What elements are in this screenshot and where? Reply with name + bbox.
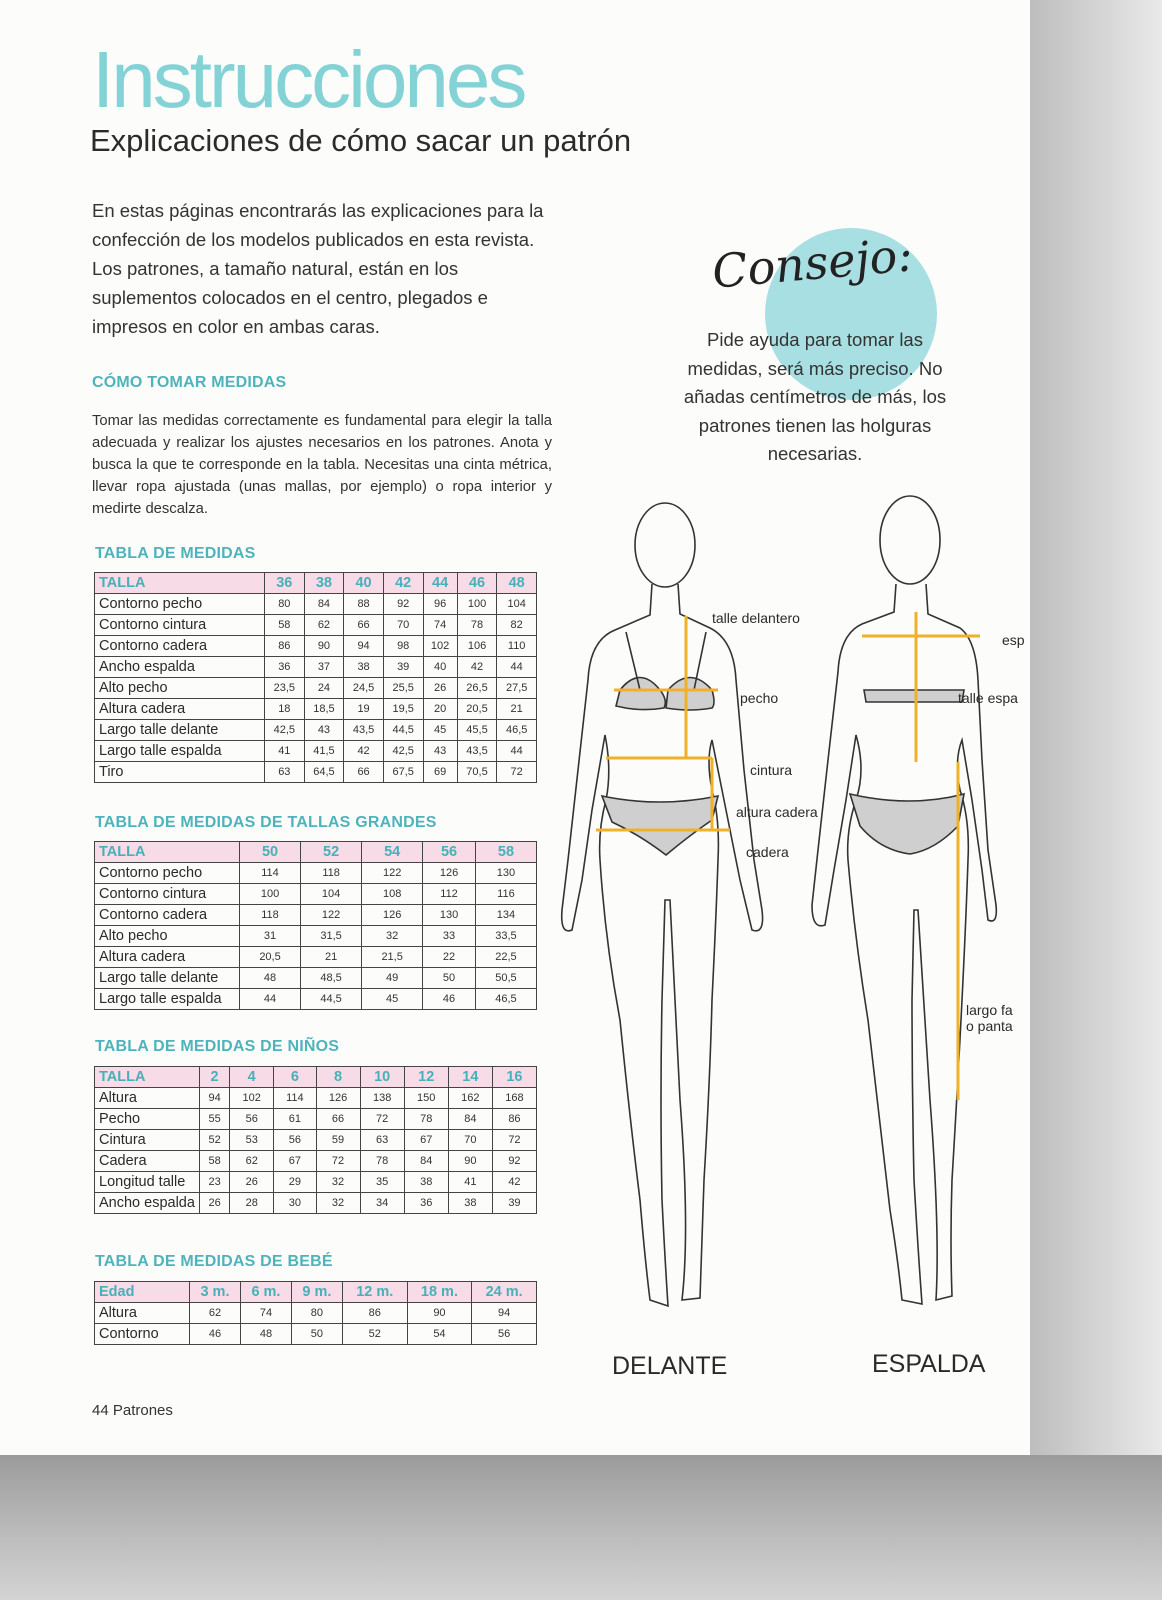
column-header-cell: 8 [316, 1067, 360, 1088]
value-cell: 130 [423, 905, 476, 926]
table-heading: TABLA DE MEDIDAS [95, 545, 256, 562]
page-footer [92, 1402, 173, 1419]
value-cell: 86 [492, 1109, 536, 1130]
value-cell: 43 [423, 741, 457, 762]
table-heading: TABLA DE MEDIDAS DE NIÑOS [95, 1038, 340, 1055]
value-cell: 18 [265, 699, 305, 720]
value-cell: 35 [360, 1172, 404, 1193]
value-cell: 42 [457, 657, 497, 678]
value-cell: 118 [301, 863, 362, 884]
value-cell: 21,5 [362, 947, 423, 968]
value-cell: 64,5 [304, 762, 344, 783]
row-label-cell: Contorno pecho [95, 594, 265, 615]
page-number: 44 [92, 1402, 109, 1419]
column-header-cell: 18 m. [407, 1282, 472, 1303]
table-row [95, 636, 537, 657]
footer-section: Patrones [112, 1402, 173, 1419]
row-label-cell: Altura cadera [95, 947, 240, 968]
value-cell: 100 [457, 594, 497, 615]
back-head [880, 496, 940, 584]
value-cell: 52 [342, 1324, 407, 1345]
how-to-measure-heading: CÓMO TOMAR MEDIDAS [92, 374, 287, 391]
value-cell: 74 [423, 615, 457, 636]
value-cell: 45,5 [457, 720, 497, 741]
value-cell: 19 [344, 699, 384, 720]
column-header-cell: 38 [304, 573, 344, 594]
value-cell: 46 [190, 1324, 241, 1345]
column-header-cell: 58 [475, 842, 536, 863]
table-row [95, 1172, 537, 1193]
row-label-cell: Contorno cadera [95, 905, 240, 926]
row-label-cell: Tiro [95, 762, 265, 783]
value-cell: 54 [407, 1324, 472, 1345]
value-cell: 94 [472, 1303, 537, 1324]
label-o-pantalon: o panta [966, 1018, 1013, 1034]
value-cell: 88 [344, 594, 384, 615]
value-cell: 112 [423, 884, 476, 905]
value-cell: 90 [407, 1303, 472, 1324]
row-label-cell: Contorno pecho [95, 863, 240, 884]
row-label-cell: Ancho espalda [95, 1193, 200, 1214]
row-label-cell: Largo talle espalda [95, 989, 240, 1010]
value-cell: 41,5 [304, 741, 344, 762]
page-edge-shadow [1030, 0, 1162, 1600]
value-cell: 86 [265, 636, 305, 657]
back-bra-band [864, 690, 964, 702]
value-cell: 56 [230, 1109, 274, 1130]
value-cell: 44,5 [383, 720, 423, 741]
value-cell: 46,5 [475, 989, 536, 1010]
value-cell: 96 [423, 594, 457, 615]
value-cell: 38 [404, 1172, 448, 1193]
table-row [95, 1324, 537, 1345]
column-header-cell: 52 [301, 842, 362, 863]
value-cell: 70 [448, 1130, 492, 1151]
value-cell: 48 [240, 968, 301, 989]
table-row [95, 1088, 537, 1109]
value-cell: 24,5 [344, 678, 384, 699]
value-cell: 69 [423, 762, 457, 783]
value-cell: 45 [362, 989, 423, 1010]
row-label-cell: Longitud talle [95, 1172, 200, 1193]
consejo-title: Consejo: [710, 227, 915, 299]
value-cell: 92 [492, 1151, 536, 1172]
value-cell: 41 [448, 1172, 492, 1193]
column-header-cell: 6 m. [240, 1282, 291, 1303]
value-cell: 126 [316, 1088, 360, 1109]
table-row [95, 968, 537, 989]
value-cell: 20,5 [457, 699, 497, 720]
value-cell: 32 [362, 926, 423, 947]
table-row [95, 678, 537, 699]
value-cell: 74 [240, 1303, 291, 1324]
value-cell: 46,5 [497, 720, 537, 741]
row-label-cell: Pecho [95, 1109, 200, 1130]
value-cell: 62 [190, 1303, 241, 1324]
column-header-cell: 4 [230, 1067, 274, 1088]
value-cell: 46 [423, 989, 476, 1010]
value-cell: 66 [316, 1109, 360, 1130]
table-header-row [95, 842, 537, 863]
value-cell: 61 [274, 1109, 316, 1130]
value-cell: 43,5 [344, 720, 384, 741]
value-cell: 116 [475, 884, 536, 905]
value-cell: 80 [265, 594, 305, 615]
value-cell: 39 [492, 1193, 536, 1214]
size-table [94, 572, 537, 783]
value-cell: 56 [472, 1324, 537, 1345]
row-label-cell: Contorno cintura [95, 884, 240, 905]
row-label-cell: Altura [95, 1088, 200, 1109]
value-cell: 20 [423, 699, 457, 720]
column-header-cell: 14 [448, 1067, 492, 1088]
label-largo-falda: largo fa [966, 1002, 1013, 1018]
value-cell: 23,5 [265, 678, 305, 699]
value-cell: 21 [497, 699, 537, 720]
value-cell: 31 [240, 926, 301, 947]
row-label-cell: Contorno [95, 1324, 190, 1345]
table-row [95, 989, 537, 1010]
value-cell: 63 [265, 762, 305, 783]
value-cell: 30 [274, 1193, 316, 1214]
column-header-cell: 12 m. [342, 1282, 407, 1303]
value-cell: 82 [497, 615, 537, 636]
table-heading: TABLA DE MEDIDAS DE BEBÉ [95, 1253, 333, 1270]
value-cell: 26 [200, 1193, 230, 1214]
value-cell: 90 [304, 636, 344, 657]
value-cell: 32 [316, 1172, 360, 1193]
value-cell: 72 [360, 1109, 404, 1130]
value-cell: 36 [404, 1193, 448, 1214]
value-cell: 114 [274, 1088, 316, 1109]
label-talle-espalda: talle espa [958, 690, 1018, 706]
value-cell: 49 [362, 968, 423, 989]
header-label-cell: TALLA [95, 1067, 200, 1088]
value-cell: 78 [457, 615, 497, 636]
row-label-cell: Largo talle delante [95, 720, 265, 741]
label-cintura: cintura [750, 762, 793, 778]
table-header-row [95, 573, 537, 594]
value-cell: 122 [362, 863, 423, 884]
value-cell: 108 [362, 884, 423, 905]
baby-size-table [94, 1281, 537, 1345]
value-cell: 50,5 [475, 968, 536, 989]
value-cell: 20,5 [240, 947, 301, 968]
column-header-cell: 48 [497, 573, 537, 594]
value-cell: 22 [423, 947, 476, 968]
value-cell: 78 [404, 1109, 448, 1130]
table-row [95, 1109, 537, 1130]
value-cell: 100 [240, 884, 301, 905]
column-header-cell: 46 [457, 573, 497, 594]
value-cell: 19,5 [383, 699, 423, 720]
column-header-cell: 12 [404, 1067, 448, 1088]
value-cell: 126 [423, 863, 476, 884]
front-bra-right [666, 678, 714, 711]
value-cell: 102 [423, 636, 457, 657]
label-altura-cadera: altura cadera [736, 804, 818, 820]
table-heading: TABLA DE MEDIDAS DE TALLAS GRANDES [95, 814, 437, 831]
value-cell: 42,5 [265, 720, 305, 741]
table-row [95, 741, 537, 762]
value-cell: 43 [304, 720, 344, 741]
value-cell: 21 [301, 947, 362, 968]
table-row [95, 863, 537, 884]
column-header-cell: 42 [383, 573, 423, 594]
value-cell: 32 [316, 1193, 360, 1214]
value-cell: 28 [230, 1193, 274, 1214]
column-header-cell: 44 [423, 573, 457, 594]
value-cell: 66 [344, 615, 384, 636]
row-label-cell: Ancho espalda [95, 657, 265, 678]
value-cell: 48,5 [301, 968, 362, 989]
value-cell: 92 [383, 594, 423, 615]
page-subtitle: Explicaciones de cómo sacar un patrón [90, 123, 632, 158]
row-label-cell: Altura cadera [95, 699, 265, 720]
value-cell: 86 [342, 1303, 407, 1324]
value-cell: 31,5 [301, 926, 362, 947]
table-row [95, 1193, 537, 1214]
value-cell: 72 [316, 1151, 360, 1172]
header-label-cell: TALLA [95, 573, 265, 594]
consejo-text: Pide ayuda para tomar las medidas, será más preciso. No añadas centímetros de más, los patrones tienen las holguras necesarias. [683, 329, 947, 464]
value-cell: 23 [200, 1172, 230, 1193]
back-caption: ESPALDA [872, 1350, 986, 1378]
value-cell: 110 [497, 636, 537, 657]
row-label-cell: Alto pecho [95, 926, 240, 947]
kids-size-table [94, 1066, 537, 1214]
value-cell: 67 [404, 1130, 448, 1151]
table-row [95, 720, 537, 741]
value-cell: 25,5 [383, 678, 423, 699]
label-cadera: cadera [746, 844, 789, 860]
value-cell: 43,5 [457, 741, 497, 762]
value-cell: 44 [240, 989, 301, 1010]
value-cell: 38 [448, 1193, 492, 1214]
table-row [95, 594, 537, 615]
column-header-cell: 54 [362, 842, 423, 863]
value-cell: 63 [360, 1130, 404, 1151]
value-cell: 118 [240, 905, 301, 926]
value-cell: 52 [200, 1130, 230, 1151]
column-header-cell: 2 [200, 1067, 230, 1088]
value-cell: 41 [265, 741, 305, 762]
value-cell: 42 [344, 741, 384, 762]
value-cell: 67 [274, 1151, 316, 1172]
value-cell: 70,5 [457, 762, 497, 783]
column-header-cell: 10 [360, 1067, 404, 1088]
intro-paragraph: En estas páginas encontrarás las explicaciones para la confección de los modelos publicados en esta revista. Los patrones, a tamaño natural, están en los suplementos colocados en el centro, plegados e impresos en color en ambas caras. [92, 200, 544, 337]
table-row [95, 1151, 537, 1172]
value-cell: 90 [448, 1151, 492, 1172]
front-bra-left [616, 678, 665, 710]
table-header-row [95, 1282, 537, 1303]
value-cell: 104 [301, 884, 362, 905]
value-cell: 33 [423, 926, 476, 947]
label-pecho: pecho [740, 690, 779, 706]
column-header-cell: 56 [423, 842, 476, 863]
table-row [95, 926, 537, 947]
value-cell: 34 [360, 1193, 404, 1214]
value-cell: 70 [383, 615, 423, 636]
value-cell: 130 [475, 863, 536, 884]
value-cell: 24 [304, 678, 344, 699]
value-cell: 138 [360, 1088, 404, 1109]
header-label-cell: TALLA [95, 842, 240, 863]
value-cell: 94 [200, 1088, 230, 1109]
row-label-cell: Cintura [95, 1130, 200, 1151]
value-cell: 72 [497, 762, 537, 783]
value-cell: 84 [404, 1151, 448, 1172]
front-caption: DELANTE [612, 1352, 728, 1380]
header-label-cell: Edad [95, 1282, 190, 1303]
value-cell: 53 [230, 1130, 274, 1151]
table-row [95, 1303, 537, 1324]
value-cell: 104 [497, 594, 537, 615]
value-cell: 66 [344, 762, 384, 783]
row-label-cell: Cadera [95, 1151, 200, 1172]
label-espalda: esp [1002, 632, 1025, 648]
row-label-cell: Largo talle delante [95, 968, 240, 989]
value-cell: 37 [304, 657, 344, 678]
value-cell: 44 [497, 657, 537, 678]
value-cell: 106 [457, 636, 497, 657]
value-cell: 50 [291, 1324, 342, 1345]
value-cell: 84 [448, 1109, 492, 1130]
value-cell: 50 [423, 968, 476, 989]
value-cell: 168 [492, 1088, 536, 1109]
value-cell: 56 [274, 1130, 316, 1151]
table-row [95, 657, 537, 678]
row-label-cell: Contorno cintura [95, 615, 265, 636]
plus-size-table [94, 841, 537, 1010]
value-cell: 22,5 [475, 947, 536, 968]
value-cell: 162 [448, 1088, 492, 1109]
table-row [95, 1130, 537, 1151]
value-cell: 40 [423, 657, 457, 678]
value-cell: 122 [301, 905, 362, 926]
value-cell: 150 [404, 1088, 448, 1109]
front-head [635, 503, 695, 587]
value-cell: 62 [304, 615, 344, 636]
column-header-cell: 40 [344, 573, 384, 594]
value-cell: 38 [344, 657, 384, 678]
column-header-cell: 50 [240, 842, 301, 863]
how-to-measure-text: Tomar las medidas correctamente es fundamental para elegir la talla adecuada y realizar los ajustes necesarios en los patrones. Anota y busca la que te corresponde en la tabla. Necesitas una cinta métrica, llevar ropa ajustada (unas mallas, por ejemplo) o ropa interior y medirte descalza. [92, 413, 552, 517]
table-row [95, 884, 537, 905]
back-briefs [850, 794, 964, 854]
value-cell: 26 [230, 1172, 274, 1193]
value-cell: 26 [423, 678, 457, 699]
value-cell: 126 [362, 905, 423, 926]
value-cell: 78 [360, 1151, 404, 1172]
column-header-cell: 36 [265, 573, 305, 594]
value-cell: 44,5 [301, 989, 362, 1010]
value-cell: 134 [475, 905, 536, 926]
value-cell: 42,5 [383, 741, 423, 762]
value-cell: 27,5 [497, 678, 537, 699]
value-cell: 44 [497, 741, 537, 762]
value-cell: 72 [492, 1130, 536, 1151]
label-talle-delantero: talle delantero [712, 610, 800, 626]
table-row [95, 905, 537, 926]
table-header-row [95, 1067, 537, 1088]
value-cell: 29 [274, 1172, 316, 1193]
value-cell: 114 [240, 863, 301, 884]
value-cell: 39 [383, 657, 423, 678]
table-row [95, 699, 537, 720]
column-header-cell: 16 [492, 1067, 536, 1088]
column-header-cell: 9 m. [291, 1282, 342, 1303]
column-header-cell: 24 m. [472, 1282, 537, 1303]
value-cell: 98 [383, 636, 423, 657]
value-cell: 94 [344, 636, 384, 657]
value-cell: 59 [316, 1130, 360, 1151]
table-row [95, 762, 537, 783]
value-cell: 84 [304, 594, 344, 615]
value-cell: 58 [200, 1151, 230, 1172]
table-row [95, 947, 537, 968]
value-cell: 80 [291, 1303, 342, 1324]
value-cell: 55 [200, 1109, 230, 1130]
value-cell: 58 [265, 615, 305, 636]
column-header-cell: 6 [274, 1067, 316, 1088]
column-header-cell: 3 m. [190, 1282, 241, 1303]
value-cell: 42 [492, 1172, 536, 1193]
front-briefs [602, 796, 718, 855]
row-label-cell: Altura [95, 1303, 190, 1324]
row-label-cell: Largo talle espalda [95, 741, 265, 762]
value-cell: 102 [230, 1088, 274, 1109]
value-cell: 45 [423, 720, 457, 741]
value-cell: 62 [230, 1151, 274, 1172]
row-label-cell: Alto pecho [95, 678, 265, 699]
value-cell: 33,5 [475, 926, 536, 947]
table-row [95, 615, 537, 636]
value-cell: 67,5 [383, 762, 423, 783]
page-bottom-shadow [0, 1455, 1162, 1600]
page-title: Instrucciones [92, 35, 525, 124]
value-cell: 48 [240, 1324, 291, 1345]
value-cell: 36 [265, 657, 305, 678]
value-cell: 26,5 [457, 678, 497, 699]
value-cell: 18,5 [304, 699, 344, 720]
row-label-cell: Contorno cadera [95, 636, 265, 657]
